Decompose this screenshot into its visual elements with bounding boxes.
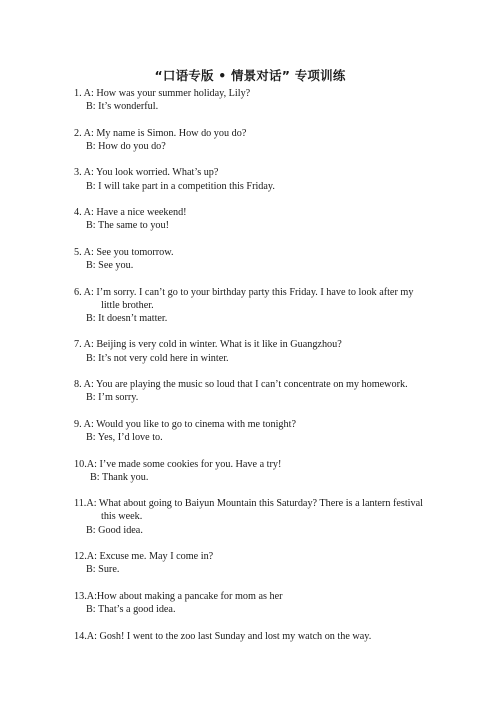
line-a-text: A: Excuse me. May I come in? <box>86 551 214 563</box>
dialogue-number: 3. <box>74 167 82 179</box>
dialogue-item <box>74 246 434 272</box>
dialogue-line-a <box>74 378 434 391</box>
dialogue-line-b: B: It’s wonderful. <box>86 101 159 113</box>
dialogue-line-a <box>74 590 434 603</box>
dialogue-item <box>74 630 434 643</box>
document-title: “口语专版 • 情景对话” 专项训练 <box>154 68 346 83</box>
dialogue-line-b: B: It doesn’t matter. <box>86 312 168 324</box>
line-a-text: A: What about going to Baiyun Mountain this Saturday? There is a lantern festival <box>86 498 423 510</box>
line-a-text: A: I’ve made some cookies for you. Have a try! <box>86 458 282 470</box>
dialogue-item <box>74 206 434 232</box>
line-a-text: A:How about making a pancake for mom as her <box>86 590 283 602</box>
dialogue-number: 6. <box>74 286 82 298</box>
dialogue-line-b: B: Yes, I’d love to. <box>86 432 163 444</box>
dialogue-line-a <box>74 166 434 179</box>
dialogue-line-b: B: That’s a good idea. <box>86 604 176 616</box>
dialogue-item <box>74 378 434 404</box>
dialogue-line-b: B: How do you do? <box>86 140 166 152</box>
dialogue-number: 9. <box>74 418 82 430</box>
dialogue-item <box>74 286 434 326</box>
line-a-text: A: You are playing the music so loud that I can’t concentrate on my homework. <box>83 379 408 391</box>
dialogue-line-a <box>74 338 434 351</box>
dialogue-line-a-continued: this week. <box>101 511 143 523</box>
dialogue-number: 14. <box>74 630 87 642</box>
dialogue-line-b: B: The same to you! <box>86 220 169 232</box>
dialogue-number: 13. <box>74 590 87 602</box>
dialogue-line-a <box>74 630 434 643</box>
dialogue-number: 2. <box>74 127 82 139</box>
line-a-text: A: I’m sorry. I can’t go to your birthday party this Friday. I have to look after my <box>83 286 414 298</box>
dialogue-item <box>74 338 434 364</box>
dialogue-number: 11. <box>74 498 87 510</box>
dialogue-line-a <box>74 497 434 510</box>
dialogue-line-a <box>74 550 434 563</box>
dialogue-line-a <box>74 458 434 471</box>
dialogue-line-b: B: Sure. <box>86 564 120 576</box>
dialogue-item <box>74 550 434 576</box>
dialogue-item <box>74 418 434 444</box>
dialogue-line-a <box>74 87 434 100</box>
dialogue-number: 8. <box>74 379 82 391</box>
dialogue-item <box>74 458 434 484</box>
dialogue-number: 7. <box>74 339 82 351</box>
dialogue-line-b: B: It’s not very cold here in winter. <box>86 352 229 364</box>
dialogue-item <box>74 590 434 616</box>
dialogue-line-b: B: I’m sorry. <box>86 392 139 404</box>
dialogue-number: 1. <box>74 88 82 99</box>
dialogue-item <box>74 166 434 192</box>
dialogue-line-b: B: See you. <box>86 260 134 272</box>
dialogue-line-a-continued: little brother. <box>101 299 154 311</box>
dialogue-item <box>74 127 434 153</box>
dialogue-line-b: B: Thank you. <box>90 471 149 483</box>
line-a-text: A: My name is Simon. How do you do? <box>83 127 247 139</box>
line-a-text: A: Gosh! I went to the zoo last Sunday and lost my watch on the way. <box>86 630 372 642</box>
dialogue-number: 12. <box>74 551 87 563</box>
dialogue-item <box>74 87 434 113</box>
line-a-text: A: How was your summer holiday, Lily? <box>83 88 251 99</box>
dialogue-line-b: B: I will take part in a competition this Friday. <box>86 180 275 192</box>
dialogue-item <box>74 497 434 537</box>
line-a-text: A: You look worried. What’s up? <box>83 167 219 179</box>
dialogue-number: 10. <box>74 458 87 470</box>
dialogue-line-a <box>74 127 434 140</box>
dialogue-list <box>74 87 434 656</box>
dialogue-number: 4. <box>74 207 82 219</box>
line-a-text: A: See you tomorrow. <box>83 246 174 258</box>
line-a-text: A: Would you like to go to cinema with me tonight? <box>83 418 296 430</box>
dialogue-line-a <box>74 246 434 259</box>
dialogue-line-a <box>74 286 434 299</box>
line-a-text: A: Beijing is very cold in winter. What is it like in Guangzhou? <box>83 339 342 351</box>
dialogue-number: 5. <box>74 246 82 258</box>
dialogue-line-a <box>74 418 434 431</box>
dialogue-line-b: B: Good idea. <box>86 524 143 536</box>
dialogue-line-a <box>74 206 434 219</box>
line-a-text: A: Have a nice weekend! <box>83 207 187 219</box>
